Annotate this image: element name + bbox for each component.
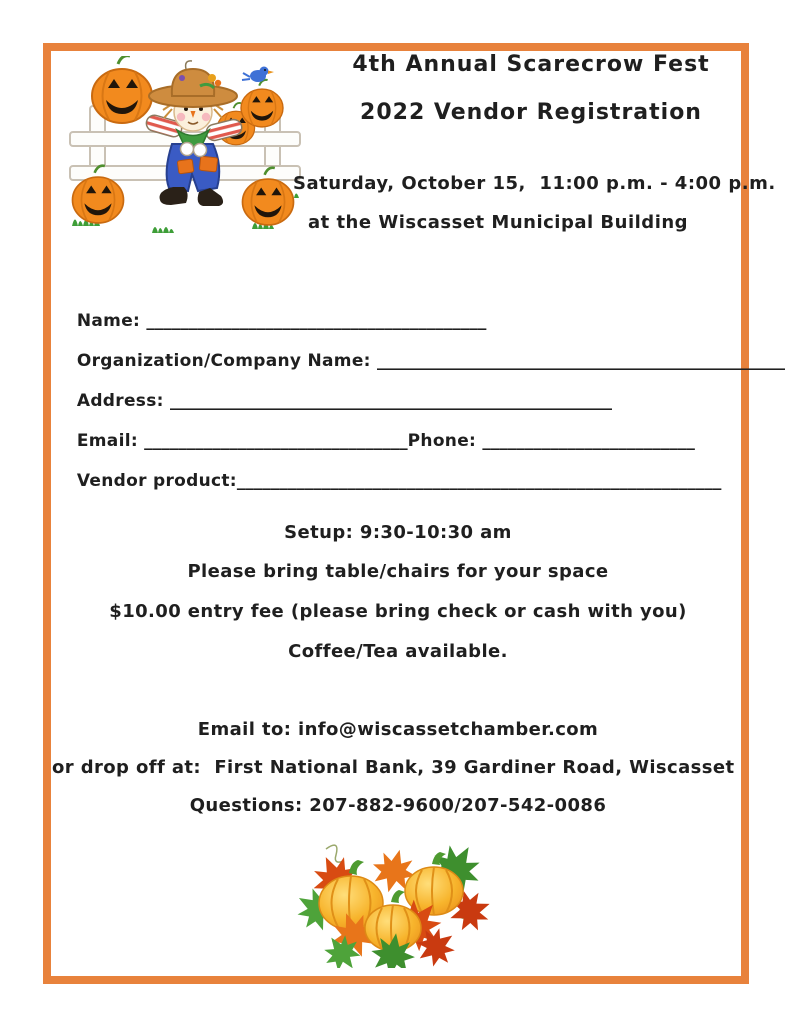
address-label: Address: — [76, 391, 170, 411]
jack-o-lantern-on-post — [241, 80, 283, 127]
address-blank-line: ____________________________________________________ — [169, 391, 612, 411]
phone-label: Phone: — [407, 431, 483, 451]
email-label: Email: — [76, 431, 145, 451]
organization-label: Organization/Company Name: — [76, 351, 377, 371]
name-blank-line: ________________________________________ — [146, 311, 487, 331]
pumpkins-illustration — [296, 833, 496, 968]
setup-time-line: Setup: 9:30-10:30 am — [284, 522, 512, 543]
contact-questions-line: Questions: 207-882-9600/207-542-0086 — [189, 795, 607, 816]
organization-blank-line: ________________________________________________ — [376, 351, 785, 371]
flyer-title-line1: 4th Annual Scarecrow Fest — [352, 52, 710, 77]
email-blank-line: _______________________________ — [144, 431, 408, 451]
scarecrow-illustration — [60, 56, 310, 236]
contact-dropoff-line: or drop off at: First National Bank, 39 Gardiner Road, Wiscasset — [52, 757, 735, 778]
vendor-product-label: Vendor product: — [76, 471, 237, 491]
straw-hat-crown — [172, 69, 214, 96]
coffee-tea-line: Coffee/Tea available. — [288, 641, 508, 662]
entry-fee-line: $10.00 entry fee (please bring check or cash with you) — [109, 601, 687, 622]
name-label: Name: — [76, 311, 147, 331]
event-location-line: at the Wiscasset Municipal Building — [307, 212, 689, 233]
bring-tables-line: Please bring table/chairs for your space — [187, 561, 609, 582]
vendor-product-field-row — [52, 451, 721, 511]
event-date-line: Saturday, October 15, 11:00 p.m. - 4:00 p.m. — [293, 173, 776, 194]
phone-blank-line: _________________________ — [482, 431, 695, 451]
vendor-product-blank-line: _________________________________________________________ — [236, 471, 722, 491]
bluebird — [242, 67, 274, 83]
flyer-title-line2: 2022 Vendor Registration — [360, 100, 702, 125]
contact-email-line: Email to: info@wiscassetchamber.com — [197, 719, 599, 740]
jack-o-lantern-left-top — [92, 56, 152, 123]
